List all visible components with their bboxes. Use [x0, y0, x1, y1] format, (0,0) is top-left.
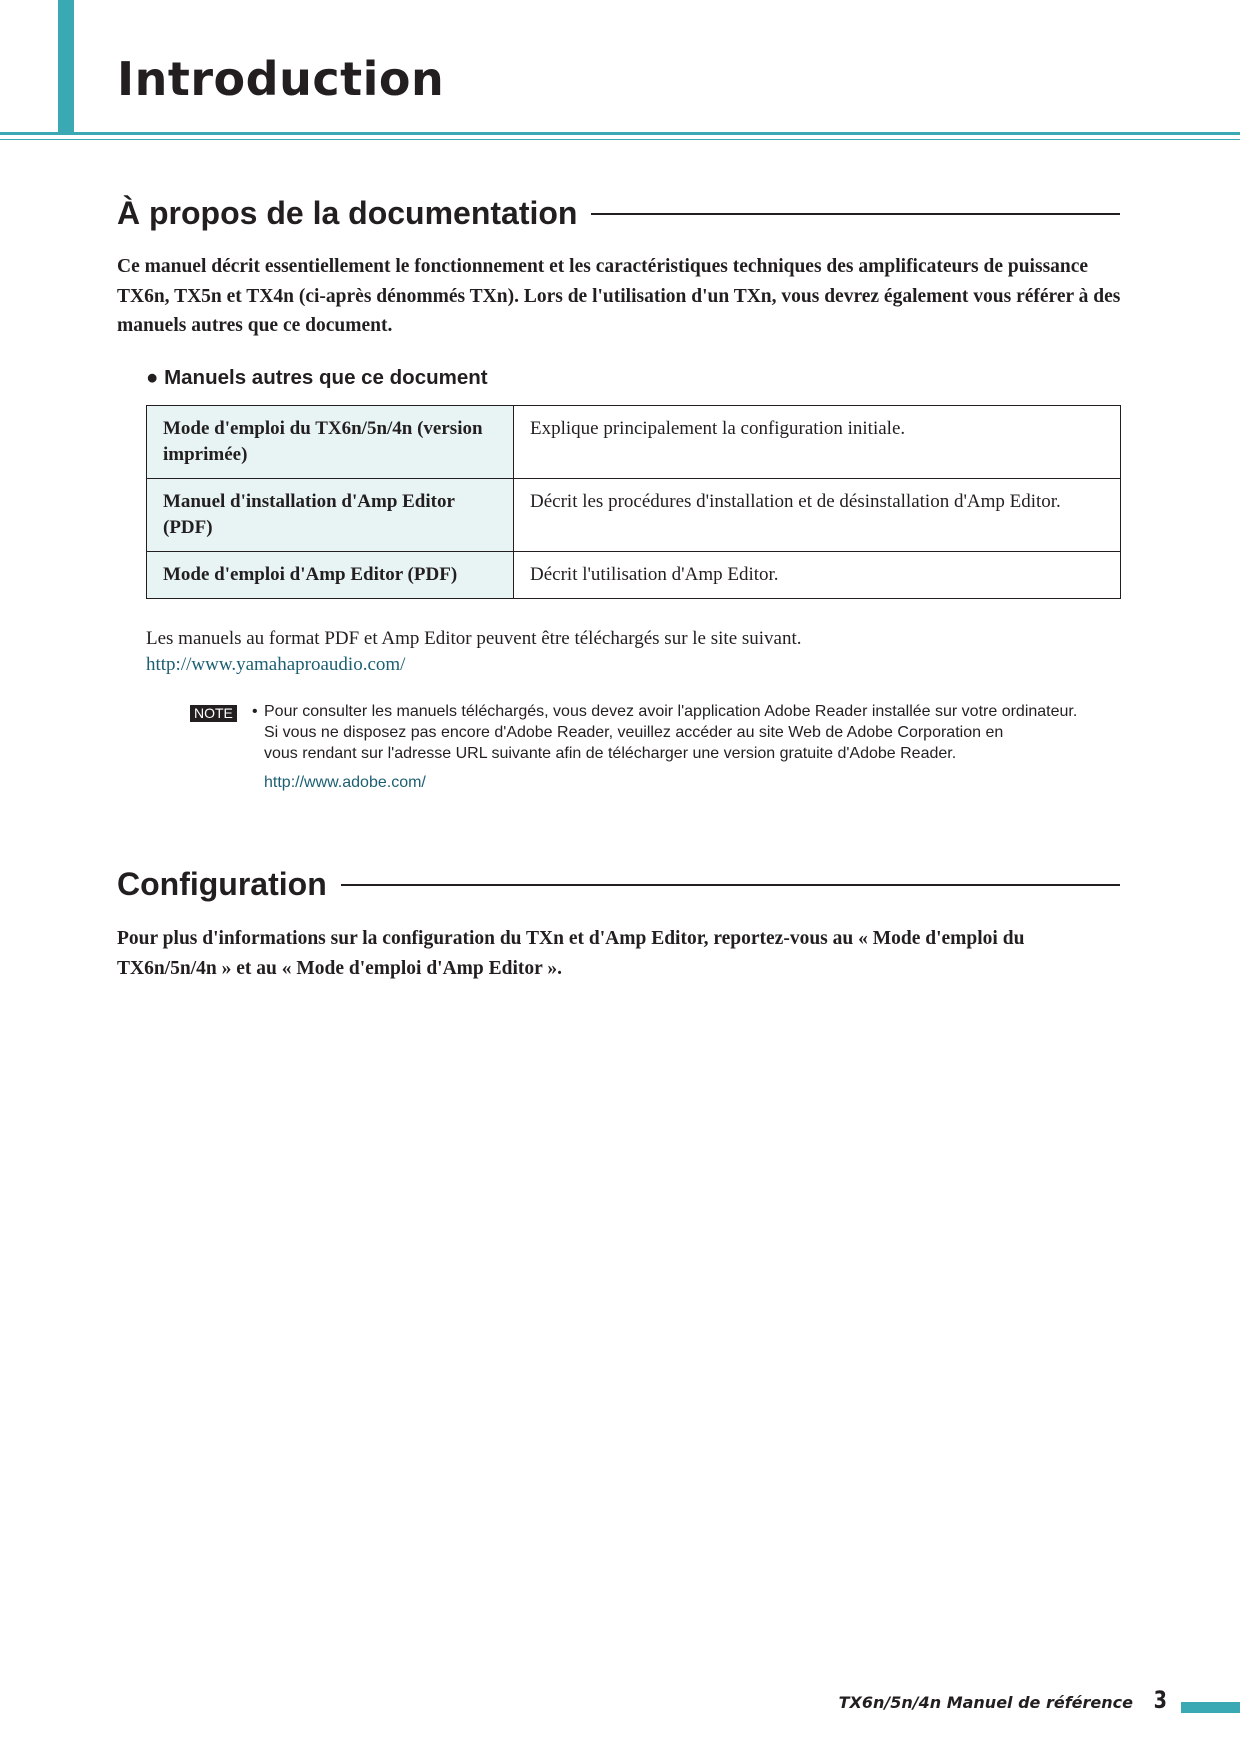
adobe-link[interactable]: http://www.adobe.com/ — [264, 774, 426, 791]
section-heading-documentation — [117, 195, 1120, 232]
page-title: Introduction — [117, 52, 445, 106]
section-heading-configuration-text: Configuration — [117, 866, 327, 902]
manual-description-cell: Décrit les procédures d'installation et de désinstallation d'Amp Editor. — [514, 479, 1121, 552]
note-line: vous rendant sur l'adresse URL suivante afin de télécharger une version gratuite d'Adobe Reader. — [264, 745, 957, 762]
manual-description-cell: Décrit l'utilisation d'Amp Editor. — [514, 552, 1121, 599]
section-heading-documentation-text: À propos de la documentation — [117, 195, 578, 231]
heading-divider — [341, 884, 1120, 886]
download-text: Les manuels au format PDF et Amp Editor peuvent être téléchargés sur le site suivant. — [146, 628, 802, 649]
page-number: 3 — [1153, 1686, 1168, 1714]
header-accent-bar — [58, 0, 74, 134]
note-line: Pour consulter les manuels téléchargés, vous devez avoir l'application Adobe Reader installée sur votre ordinateur. — [264, 703, 1078, 720]
manuals-table — [146, 405, 1121, 599]
table-row — [147, 406, 1121, 479]
note-bullet: • — [252, 703, 258, 720]
yamaha-download-link[interactable]: http://www.yamahaproaudio.com/ — [146, 654, 406, 675]
manuals-subheading: ● Manuels autres que ce document — [146, 366, 488, 389]
manual-description-cell: Explique principalement la configuration initiale. — [514, 406, 1121, 479]
table-row — [147, 552, 1121, 599]
note-badge: NOTE — [190, 705, 237, 722]
header-rule — [0, 132, 1240, 135]
manual-name-cell: Manuel d'installation d'Amp Editor (PDF) — [147, 479, 514, 552]
footer-accent-bar — [1181, 1702, 1240, 1713]
documentation-intro-paragraph: Ce manuel décrit essentiellement le fonctionnement et les caractéristiques techniques des amplificateurs de puissance TX6n, TX5n et TX4n (ci-après dénommés TXn). Lors de l'utilisation d'un TXn, vous devrez également vous référer à des manuels autres que ce document. — [117, 256, 1121, 336]
footer-title: TX6n/5n/4n Manuel de référence — [838, 1693, 1133, 1712]
manual-name-cell: Mode d'emploi d'Amp Editor (PDF) — [147, 552, 514, 599]
section-heading-configuration — [117, 866, 1120, 903]
note-line: Si vous ne disposez pas encore d'Adobe Reader, veuillez accéder au site Web de Adobe Corporation en — [264, 724, 1004, 741]
note-text — [264, 701, 1124, 764]
configuration-paragraph: Pour plus d'informations sur la configuration du TXn et d'Amp Editor, reportez-vous au « Mode d'emploi du TX6n/5n/4n » et au « Mode d'emploi d'Amp Editor ». — [117, 928, 1025, 979]
heading-divider — [591, 213, 1120, 215]
table-row — [147, 479, 1121, 552]
manual-name-cell: Mode d'emploi du TX6n/5n/4n (version imprimée) — [147, 406, 514, 479]
header-rule-thin — [0, 139, 1240, 140]
